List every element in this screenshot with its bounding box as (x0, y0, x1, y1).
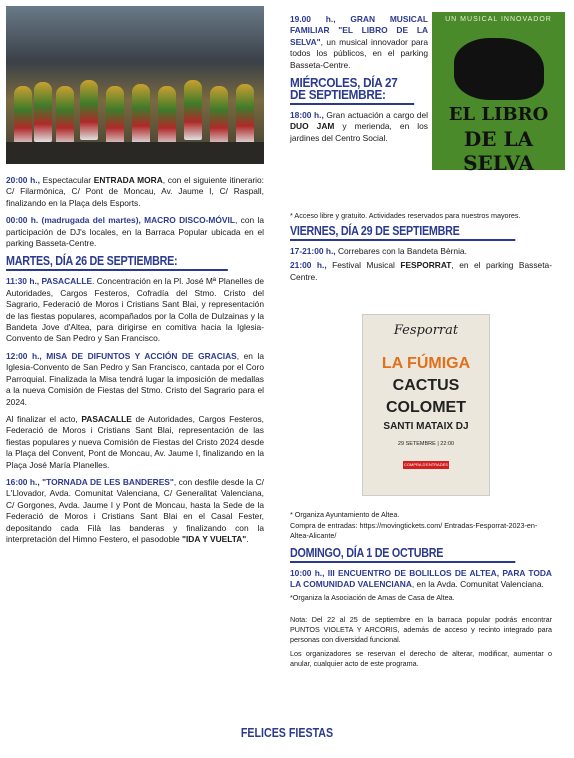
note-organizadores: Los organizadores se reservan el derecho de alterar, modificar, aumentar o anular, cualquier acto de este programa. (290, 648, 552, 668)
poster-band-1: LA FÚMIGA (381, 355, 471, 372)
event-correbares: 17-21:00 h., Correbares con la Bandeta Bèrnia. (290, 246, 467, 256)
event-entrada-mora: 20:00 h., Espectacular ENTRADA MORA, con el siguiente itinerario: C/ Filarmónica, C/ Pont de Moncau, Av. Jaume I, C/ Raspall, finalizando en la Plaça dels Esports. (6, 175, 264, 208)
parade-photo (6, 6, 264, 164)
poster-band-2: CACTUS (392, 377, 460, 394)
event-duo-jam: 18:00 h., Gran actuación a cargo del DUO JAM y merienda, en los jardines del Centro Social. (290, 110, 428, 143)
note-compra-entradas: Compra de entradas: https://movingtickets.com/ Entradas-Fesporrat-2023-en-Altea-Alicante/ (290, 521, 538, 540)
event-tornada: 16:00 h., "TORNADA DE LES BANDERES", con desfile desde la C/ L'Llovador, Avda. Comunitat Valenciana, C/ Generalitat Valenciana, C/ Gorgones, Avda. Jaume I y Pont de Moncau, hasta la Sede de la Federació de Moros i Cristians Sant Blai en el Casal Fester, depositando cada Filà las banderas y finalizando con la interpretación del Himno Festero, el pasodoble "IDA Y VUELTA". (6, 476, 264, 544)
right-top-text (290, 14, 428, 150)
fesporrat-poster (362, 314, 490, 496)
event-pasacalle: 11:30 h., PASACALLE. Concentración en la Pl. José Mª Planelles de Autoridades, Cargos Festeros, Cofradía del Stmo. Cristo del Sagrario, Federació de Moros i Cristians Sant Blai, y representación de las fiestas populares, acompañados por la Colla de Dulzainas y la Bandeta Jove d'Altea, para dirigirse en comitiva hacia la Iglesia-Convento de San Pedro y San Francisco. (6, 276, 264, 344)
note-amas-casa: *Organiza la Asociación de Amas de Casa de Altea. (290, 592, 455, 602)
event-libro-selva: 19.00 h., GRAN MUSICAL FAMILIAR "EL LIBRO DE LA SELVA", un musical innovador para todos los públicos, en el parking Bassetа-Centre. (290, 14, 428, 70)
poster-title-2: DE LA SELVA (463, 127, 534, 175)
event-pasacalle-2: Al finalizar el acto, PASACALLE de Autoridades, Cargos Festeros, Federació de Moros i Cristians Sant Blai, representación de las fiestas populares y nueva Comisión de Fiestas del Cristo 2024 desde la Plaça del Convent, Pont de Moncau, Av. Jaume I, finalizando en la Plaça José María Planelles. (6, 413, 264, 470)
left-column (6, 175, 264, 551)
poster-date: 29 SETEMBRE | 22:00 (397, 441, 455, 447)
event-misa: 12:00 h., MISA DE DIFUNTOS Y ACCIÓN DE GRACIAS, en la Iglesia-Convento de San Pedro y San Francisco, cantada por el Coro Parroquial. Finalizada la Misa tendrá lugar la imposición de medallas a la nueva Comisión de Fiestas del Stmo. Cristo del Sagrario para el 2024. (6, 350, 264, 407)
poster-band-3: COLOMET (386, 399, 466, 416)
heading-domingo: DOMINGO, DÍA 1 DE OCTUBRE (290, 547, 515, 563)
note-acceso: * Acceso libre y gratuito. Actividades reservados para nuestros mayores. (290, 211, 521, 220)
event-bolillos: 10:00 h., III ENCUENTRO DE BOLILLOS DE ALTEA, PARA TODA LA COMUNIDAD VALENCIANA, en la Avda. Comunitat Valenciana. (290, 568, 552, 590)
right-column (290, 211, 552, 289)
heading-viernes: VIERNES, DÍA 29 DE SEPTIEMBRE (290, 225, 515, 241)
poster-brand: Fesporrat (393, 323, 459, 338)
poster-band-4: SANTI MATAIX DJ (383, 421, 469, 432)
right-bottom (290, 510, 552, 673)
heading-martes: MARTES, DÍA 26 DE SEPTIEMBRE: (6, 255, 228, 271)
note-puntos-violeta: Nota: Del 22 al 25 de septiembre en la barraca popular podrás encontrar PUNTOS VIOLETA Y ARCORIS, además de acceso y recinto integrado para personas con diversidad funcional. (290, 614, 552, 644)
jungle-illustration (454, 38, 544, 100)
libro-selva-poster (432, 12, 565, 175)
event-macro-disco: 00:00 h. (madrugada del martes), MACRO DISCO-MÓVIL, con la participación de DJ's locales, en la Barraca Popular ubicada en el parking Bassetа-Centre. (6, 215, 264, 249)
event-fesporrat: 21:00 h., Festival Musical FESPORRAT, en el parking Basseta-Centre. (290, 260, 552, 282)
footer-title: FELICES FIESTAS (240, 725, 334, 740)
poster-ticket-button: COMPRA D'ENTRADES (404, 462, 448, 467)
poster-title-1: EL LIBRO (448, 104, 549, 125)
note-organiza-ayto: * Organiza Ayuntamiento de Altea. (290, 510, 400, 519)
heading-miercoles: MIÉRCOLES, DÍA 27 DE SEPTIEMBRE: (290, 77, 414, 105)
poster-tagline: UN MUSICAL INNOVADOR (445, 16, 552, 23)
